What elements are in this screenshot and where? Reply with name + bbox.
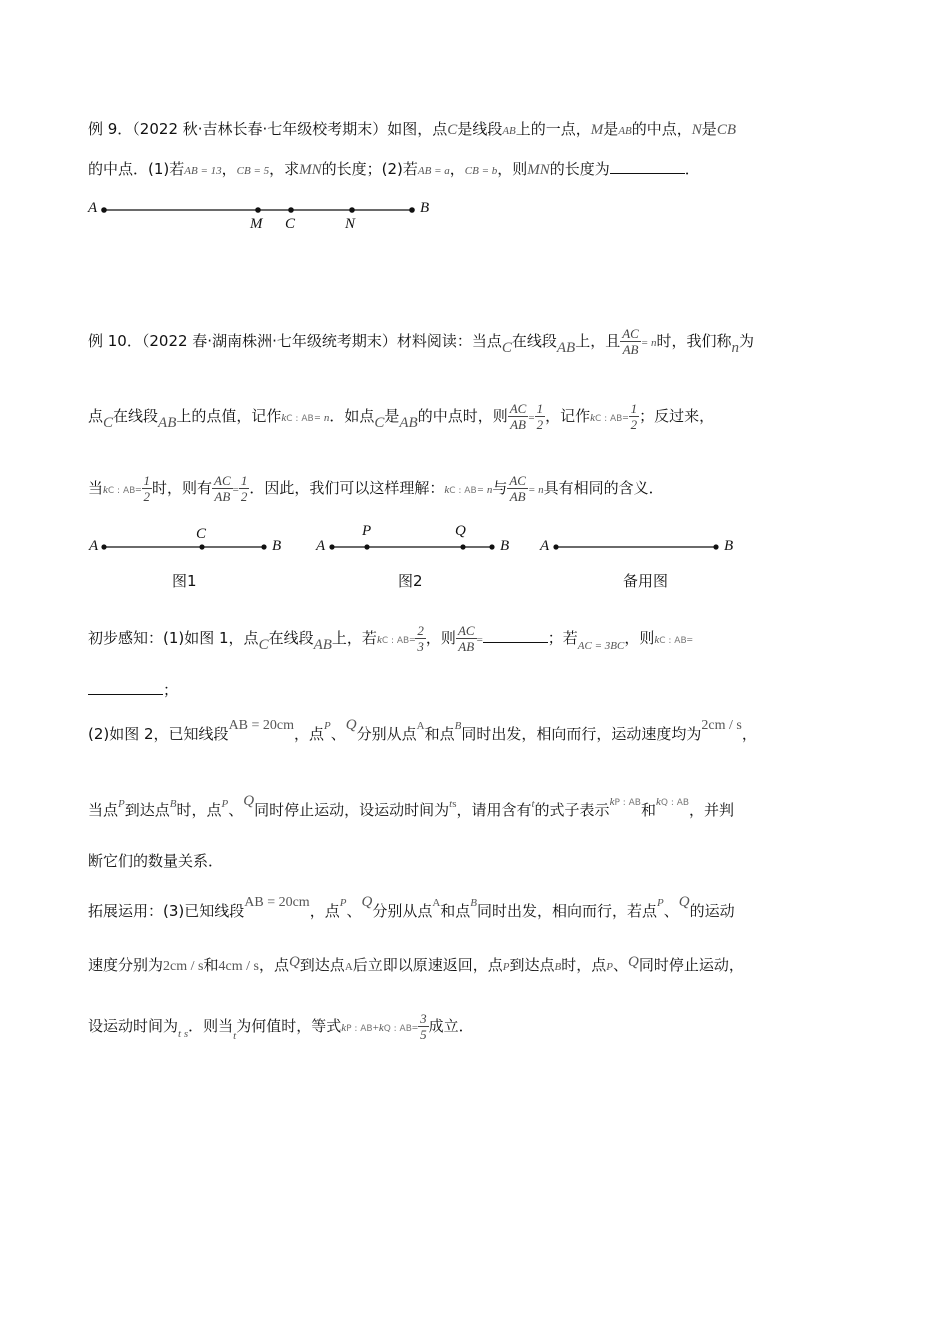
label-n: N — [345, 216, 356, 232]
answer-blank[interactable] — [483, 626, 548, 643]
fig1-point-c — [199, 544, 204, 549]
fig2-point-a — [329, 544, 334, 549]
q3-line-3: 设运动时间为$_{t s}$．则当$_t$为何值时，等式kP : AB+kQ : AB= $\frac{3}{5}$ 成立． — [88, 1011, 474, 1042]
answer-blank[interactable] — [88, 678, 163, 695]
ex10-figures — [86, 535, 746, 559]
point-c — [288, 207, 294, 213]
fig3-caption: 备用图 — [623, 572, 669, 590]
ex10-line-2: 点C在线段AB上的点值，记作kC : AB= n．如点C是AB的中点时，则 $\frac{AC}{AB}$ = $\frac{1}{2}$ ，记作kC : AB= $\frac{1}{2}$ ；反过来， — [88, 401, 715, 432]
fig1-point-b — [261, 544, 266, 549]
fig2-point-p — [364, 544, 369, 549]
label-a: A — [88, 200, 98, 216]
fig1-point-a — [101, 544, 106, 549]
ex9-figure — [86, 198, 446, 240]
fig2-label-b: B — [500, 538, 510, 554]
q1-line-2: ； — [88, 678, 178, 701]
label-b: B — [420, 200, 430, 216]
q3-line-2: 速度分别为2cm / s和4cm / s，点Q到达点A后立即以原速返回，点P到达点B时，点P、Q同时停止运动， — [88, 954, 744, 974]
ex10-line-1: 例 10．（2022 春·湖南株洲·七年级统考期末）材料阅读：当点C在线段AB上，且 $\frac{AC}{AB}$ = n时，我们称n为 — [88, 326, 755, 357]
q2-line-3: 断它们的数量关系． — [88, 852, 224, 870]
answer-blank[interactable] — [610, 157, 685, 174]
ex9-line-1: 例 9．（2022 秋·吉林长春·七年级校考期末）如图，点C是线段AB上的一点，M是AB的中点，N是CB — [88, 120, 736, 138]
ex9-line-2: 的中点．(1)若AB = 13，CB = 5，求MN的长度；(2)若AB = a，CB = b，则MN的长度为 ． — [88, 157, 700, 182]
label-c: C — [285, 216, 296, 232]
fraction: $\frac{AC}{AB}$ — [622, 326, 639, 357]
q1-line: 初步感知：(1)如图 1，点C在线段AB上，若kC : AB= $\frac{2}{3}$ ，则 $\frac{AC}{AB}$ = ；若$_{AC = 3BC}$，则kC : AB= — [88, 623, 693, 654]
fig3-point-b — [713, 544, 718, 549]
fig1-label-a: A — [89, 538, 99, 554]
point-b — [409, 207, 415, 213]
q2-line-2: 当点$^P$到达点$^B$时，点$^P$、Q同时停止运动，设运动时间为$^{ts}$，请用含有$^t$的式子表示$^{kP : AB}$和$^{kQ : AB}$，并判 — [88, 793, 735, 819]
q2-line-1: (2)如图 2，已知线段AB = 20cm，点$^P$、Q分别从点$^A$和点$^B$同时出发，相向而行，运动速度均为2cm / s， — [88, 717, 757, 743]
q3-line-1: 拓展运用：(3)已知线段AB = 20cm，点$^P$、Q分别从点$^A$和点$^B$同时出发，相向而行，若点$^P$、Q的运动 — [88, 894, 735, 920]
fig3-point-a — [553, 544, 558, 549]
fig1-label-b: B — [272, 538, 282, 554]
fig2-caption: 图2 — [398, 572, 423, 590]
fig2-point-q — [460, 544, 465, 549]
fig1-label-c: C — [196, 526, 207, 542]
fig2-label-p: P — [362, 523, 372, 539]
fig2-label-a: A — [316, 538, 326, 554]
point-m — [255, 207, 261, 213]
fig1-caption: 图1 — [172, 572, 197, 590]
fig3-label-a: A — [540, 538, 550, 554]
fig3-label-b: B — [724, 538, 734, 554]
label-m: M — [250, 216, 263, 232]
point-a — [101, 207, 107, 213]
point-n — [349, 207, 355, 213]
fig2-label-q: Q — [455, 523, 466, 539]
fig2-point-b — [489, 544, 494, 549]
ex10-line-3: 当kC : AB= $\frac{1}{2}$ 时，则有 $\frac{AC}{AB}$ = $\frac{1}{2}$ ．因此，我们可以这样理解：kC : AB= n与 $\frac{AC}{AB}$ = n具有相同的含义． — [88, 473, 664, 504]
